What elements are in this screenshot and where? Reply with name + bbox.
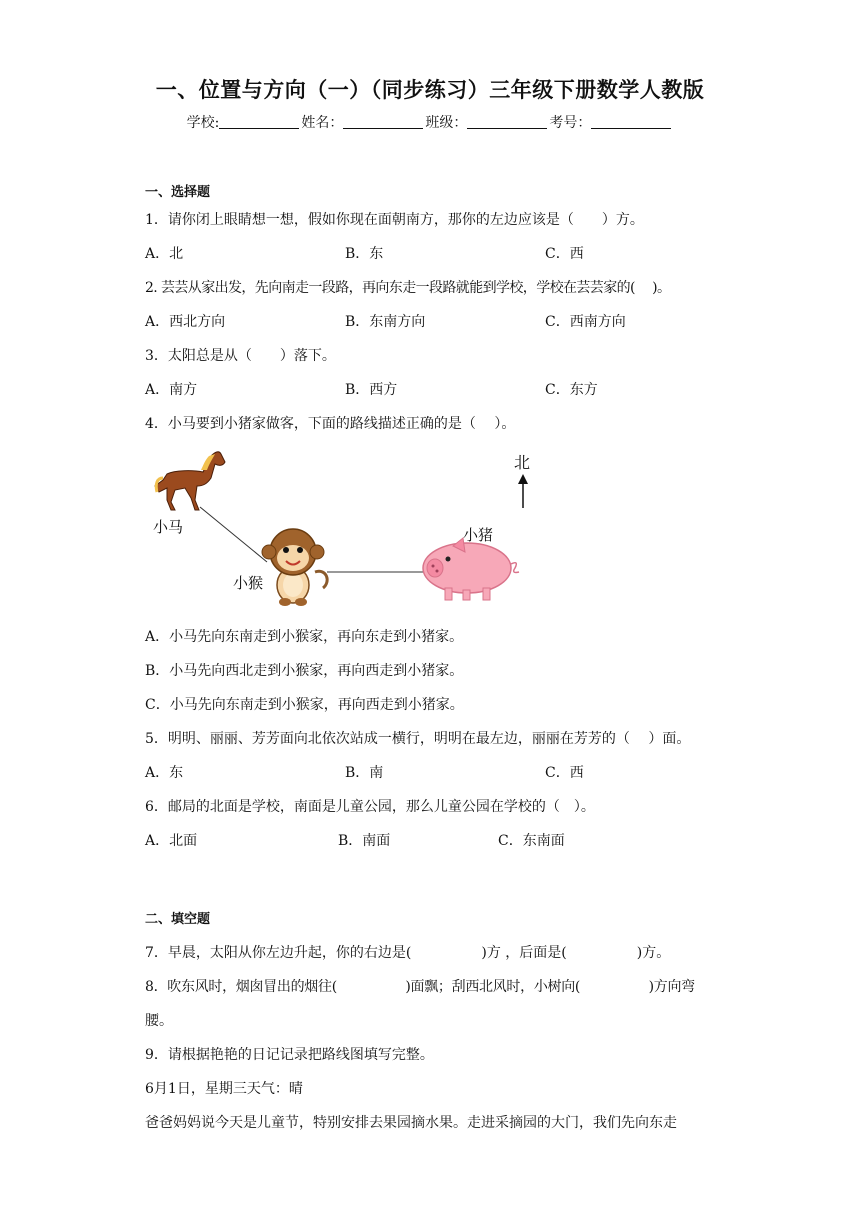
q6-option-a[interactable]: A．北面	[145, 833, 198, 849]
q2-option-c[interactable]: C．西南方向	[545, 314, 626, 330]
q2-option-b[interactable]: B．东南方向	[345, 314, 426, 330]
question-8-continued: 腰。	[145, 1013, 173, 1029]
q4-option-b[interactable]: B．小马先向西北走到小猴家，再向西走到小猪家。	[145, 663, 464, 679]
student-info-line	[0, 112, 860, 132]
name-blank[interactable]	[343, 114, 423, 129]
exam-label: 考号：	[549, 115, 592, 131]
q6-option-c[interactable]: C．东南面	[498, 833, 565, 849]
exam-blank[interactable]	[591, 114, 671, 129]
route-figure	[145, 442, 535, 610]
question-1: 1．请你闭上眼睛想一想，假如你现在面朝南方，那你的左边应该是（ ）方。	[145, 212, 644, 228]
pig-label: 小猪	[463, 526, 494, 544]
q1-option-a[interactable]: A．北	[145, 246, 184, 262]
q4-option-c[interactable]: C．小马先向东南走到小猴家，再向西走到小猪家。	[145, 697, 464, 713]
school-blank[interactable]	[219, 114, 299, 129]
class-blank[interactable]	[467, 114, 547, 129]
q1-option-c[interactable]: C．西	[545, 246, 584, 262]
north-label: 北	[514, 453, 531, 472]
q5-option-b[interactable]: B．南	[345, 765, 384, 781]
q2-option-a[interactable]: A．西北方向	[145, 314, 226, 330]
diary-date: 6月1日，星期三天气：晴	[145, 1081, 303, 1097]
question-6: 6．邮局的北面是学校，南面是儿童公园，那么儿童公园在学校的（ ）。	[145, 799, 595, 815]
q1-option-b[interactable]: B．东	[345, 246, 384, 262]
q3-option-b[interactable]: B．西方	[345, 382, 398, 398]
question-9: 9．请根据艳艳的日记记录把路线图填写完整。	[145, 1047, 434, 1063]
q5-option-c[interactable]: C．西	[545, 765, 584, 781]
horse-to-monkey-path	[200, 507, 267, 562]
north-arrow-icon	[518, 474, 528, 508]
section-title-choice: 一、选择题	[145, 185, 211, 200]
q3-option-c[interactable]: C．东方	[545, 382, 598, 398]
page-title: 一、位置与方向（一）（同步练习）三年级下册数学人教版	[155, 78, 705, 102]
question-4: 4．小马要到小猪家做客，下面的路线描述正确的是（ ）。	[145, 416, 516, 432]
diary-text: 爸爸妈妈说今天是儿童节，特别安排去果园摘水果。走进采摘园的大门，我们先向东走	[145, 1115, 677, 1131]
question-3: 3．太阳总是从（ ）落下。	[145, 348, 336, 364]
q4-option-a[interactable]: A．小马先向东南走到小猴家，再向东走到小猪家。	[145, 629, 464, 645]
horse-label: 小马	[153, 518, 184, 536]
monkey-label: 小猴	[233, 574, 264, 592]
question-7: 7．早晨，太阳从你左边升起，你的右边是( )方 ，后面是( )方。	[145, 945, 671, 961]
question-5: 5．明明、丽丽、芳芳面向北依次站成一横行，明明在最左边，丽丽在芳芳的（ ）面。	[145, 731, 691, 747]
name-label: 姓名：	[301, 115, 344, 131]
question-8: 8．吹东风时，烟囱冒出的烟往( )面飘；刮西北风时，小树向( )方向弯	[145, 979, 695, 995]
question-2: 2. 芸芸从家出发，先向南走一段路，再向东走一段路就能到学校，学校在芸芸家的( )。	[145, 280, 671, 296]
q5-option-a[interactable]: A．东	[145, 765, 184, 781]
pig-image	[423, 538, 519, 600]
class-label: 班级：	[425, 115, 468, 131]
school-label: 学校:	[186, 115, 220, 131]
q6-option-b[interactable]: B．南面	[338, 833, 391, 849]
section-title-fill: 二、填空题	[145, 912, 211, 927]
q3-option-a[interactable]: A．南方	[145, 382, 198, 398]
horse-image	[155, 452, 225, 510]
monkey-image	[262, 529, 327, 606]
